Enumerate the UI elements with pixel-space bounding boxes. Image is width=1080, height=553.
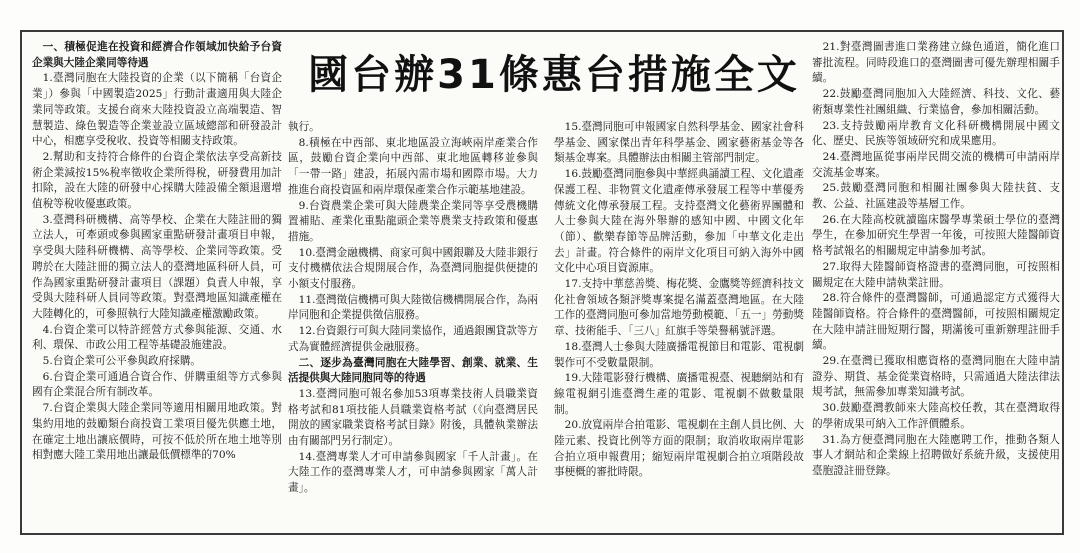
article-paragraph: 16.鼓勵臺灣同胞參與中華經典誦讀工程、文化遺產保護工程、非物質文化遺產傳承發展工程等中華優秀傳統文化傳承發展工程。支持臺灣文化藝術界團體和人士參與大陸在海外舉辦的感知中國、中國文化年（節）、歡樂春節等品牌活動，參加「中華文化走出去」計畫。符合條件的兩岸文化項目可納入海外中國文化中心項目資源庫。 [554,168,804,275]
article-paragraph: 執行。 [288,121,320,133]
article-paragraph: 15.臺灣同胞可申報國家自然科學基金、國家社會科學基金、國家傑出青年科學基金、國家藝術基金等各類基金專案。具體辦法由相關主管部門制定。 [554,121,804,165]
article-paragraph: 8.積極在中西部、東北地區設立海峽兩岸產業合作區，鼓勵台資企業向中西部、東北地區轉移並參與「一帶一路」建設，拓展內需市場和國際市場。大力推進台商投資區和兩岸環保產業合作示範基地建設。 [288,136,538,196]
column-2 [288,120,538,530]
article-paragraph: 30.鼓勵臺灣教師來大陸高校任教，其在臺灣取得的學術成果可納入工作評價體系。 [812,402,1060,430]
article-paragraph: 1.臺灣同胞在大陸投資的企業（以下簡稱「台資企業」）參與「中國製造2025」行動計畫適用與大陸企業同等政策。支援台商來大陸投資設立高端製造、智慧製造、綠色製造等企業並設立區域總部和研發設計中心，相應享受稅收、投資等相關支持政策。 [32,72,282,148]
article-paragraph: 11.臺灣徵信機構可與大陸徵信機構開展合作，為兩岸同胞和企業提供徵信服務。 [288,293,538,322]
article-paragraph: 17.支持中華慈善獎、梅花獎、金鷹獎等經濟科技文化社會領域各類評獎專案提名滿蓋臺灣地區。在大陸工作的臺灣同胞可參加當地勞動模範、「五一」勞動獎章、技術能手、「三八」紅旗手等榮譽稱號評選。 [554,278,804,338]
article-paragraph: 20.放寬兩岸合拍電影、電視劇在主創人員比例、大陸元素、投資比例等方面的限制；取消收取兩岸電影合拍立項申報費用；縮短兩岸電視劇合拍立項階段故事梗概的審批時限。 [554,419,804,479]
article-paragraph: 14.臺灣專業人才可申請參與國家「千人計畫」。在大陸工作的臺灣專業人才，可申請參與國家「萬人計畫」。 [288,450,538,495]
article-paragraph: 19.大陸電影發行機構、廣播電視臺、視聽網站和有線電視網引進臺灣生產的電影、電視劇不做數量限制。 [554,372,804,416]
article-paragraph: 9.台資農業企業可與大陸農業企業同等享受農機購置補貼、產業化重點龍頭企業等農業支持政策和優惠措施。 [288,199,538,243]
article-paragraph: 4.台資企業可以特許經營方式參與能源、交通、水利、環保、市政公用工程等基礎設施建設。 [32,323,282,352]
article-frame [20,30,1064,535]
section-heading: 二、逐步為臺灣同胞在大陸學習、創業、就業、生活提供與大陸同胞同等的待遇 [288,356,538,385]
article-paragraph: 26.在大陸高校就讀臨床醫學專業碩士學位的臺灣學生，在參加研究生學習一年後，可按照大陸醫師資格考試報名的相關規定申請參加考試。 [812,213,1060,258]
column-3 [554,120,804,530]
article-paragraph: 28.符合條件的臺灣醫師，可通過認定方式獲得大陸醫師資格。符合條件的臺灣醫師，可按照相關規定在大陸申請註冊短期行醫，期滿後可重新辦理註冊手續。 [812,292,1060,352]
article-paragraph: 5.台資企業可公平參與政府採購。 [42,355,202,368]
article-paragraph: 18.臺灣人士參與大陸廣播電視節目和電影、電視劇製作可不受數量限制。 [554,340,804,369]
article-paragraph: 24.臺灣地區從事兩岸民間交流的機構可申請兩岸交流基金專案。 [812,150,1060,179]
article-paragraph: 6.台資企業可通過合資合作、併購重組等方式參與國有企業混合所有制改革。 [32,370,282,399]
article-paragraph: 3.臺灣科研機構、高等學校、企業在大陸註冊的獨立法人，可牽頭或參與國家重點研發計畫項目申報，享受與大陸科研機構、高等學校、企業同等政策。受聘於在大陸註冊的獨立法人的臺灣地區科研人員，可作為國家重點研發計畫項目（課題）負責人申報，享受與大陸科研人員同等政策。對臺灣地區知識產權在大陸轉化的，可參照執行大陸知識產權激勵政策。 [32,213,282,320]
article-paragraph: 7.台資企業與大陸企業同等適用相關用地政策。對集約用地的鼓勵類台商投資工業項目優先供應土地，在確定土地出讓底價時，可按不低於所在地土地等別相對應大陸工業用地出讓最低價標準的70% [32,402,282,462]
article-paragraph: 31.為方便臺灣同胞在大陸應聘工作，推動各類人事人才網站和企業線上招聘做好系統升級，支援使用臺胞證註冊登錄。 [812,433,1060,477]
column-4 [812,40,1060,530]
article-paragraph: 2.幫助和支持符合條件的台資企業依法享受高新技術企業減按15%稅率徵收企業所得稅，研發費用加計扣除，設在大陸的研發中心採購大陸設備全額退還增值稅等稅收優惠政策。 [32,150,282,211]
article-paragraph: 27.取得大陸醫師資格證書的臺灣同胞，可按照相關規定在大陸申請執業註冊。 [812,260,1060,289]
column-1 [32,40,282,530]
article-paragraph: 22.鼓勵臺灣同胞加入大陸經濟、科技、文化、藝術類專業性社團組織、行業協會，參加相關活動。 [812,88,1060,116]
article-paragraph: 25.鼓勵臺灣同胞和相關社團參與大陸扶貧、支教、公益、社區建設等基層工作。 [812,182,1060,211]
article-paragraph: 23.支持鼓勵兩岸教育文化科研機構開展中國文化、歷史、民族等領域研究和成果應用。 [812,119,1060,148]
article-paragraph: 13.臺灣同胞可報名參加53項專業技術人員職業資格考試和81項技能人員職業資格考試（《向臺灣居民開放的國家職業資格考試目錄》附後，具體執業辦法由有關部門另行制定）。 [288,387,538,448]
section-heading: 一、積極促進在投資和經濟合作領域加快給予台資企業與大陸企業同等待遇 [32,41,282,69]
headline: 國台辦31條惠台措施全文 [308,52,800,98]
article-paragraph: 12.台資銀行可與大陸同業協作，通過銀團貸款等方式為實體經濟提供金融服務。 [288,325,538,353]
article-paragraph: 10.臺灣金融機構、商家可與中國銀聯及大陸非銀行支付機構依法合規開展合作，為臺灣同胞提供便捷的小額支付服務。 [288,246,538,291]
article-paragraph: 21.對臺灣圖書進口業務建立綠色通道，簡化進口審批流程。同時段進口的臺灣圖書可優先辦理相關手續。 [812,41,1060,85]
article-paragraph: 29.在臺灣已獲取相應資格的臺灣同胞在大陸申請證券、期貨、基金從業資格時，只需通過大陸法律法規考試，無需參加專業知識考試。 [812,355,1060,399]
